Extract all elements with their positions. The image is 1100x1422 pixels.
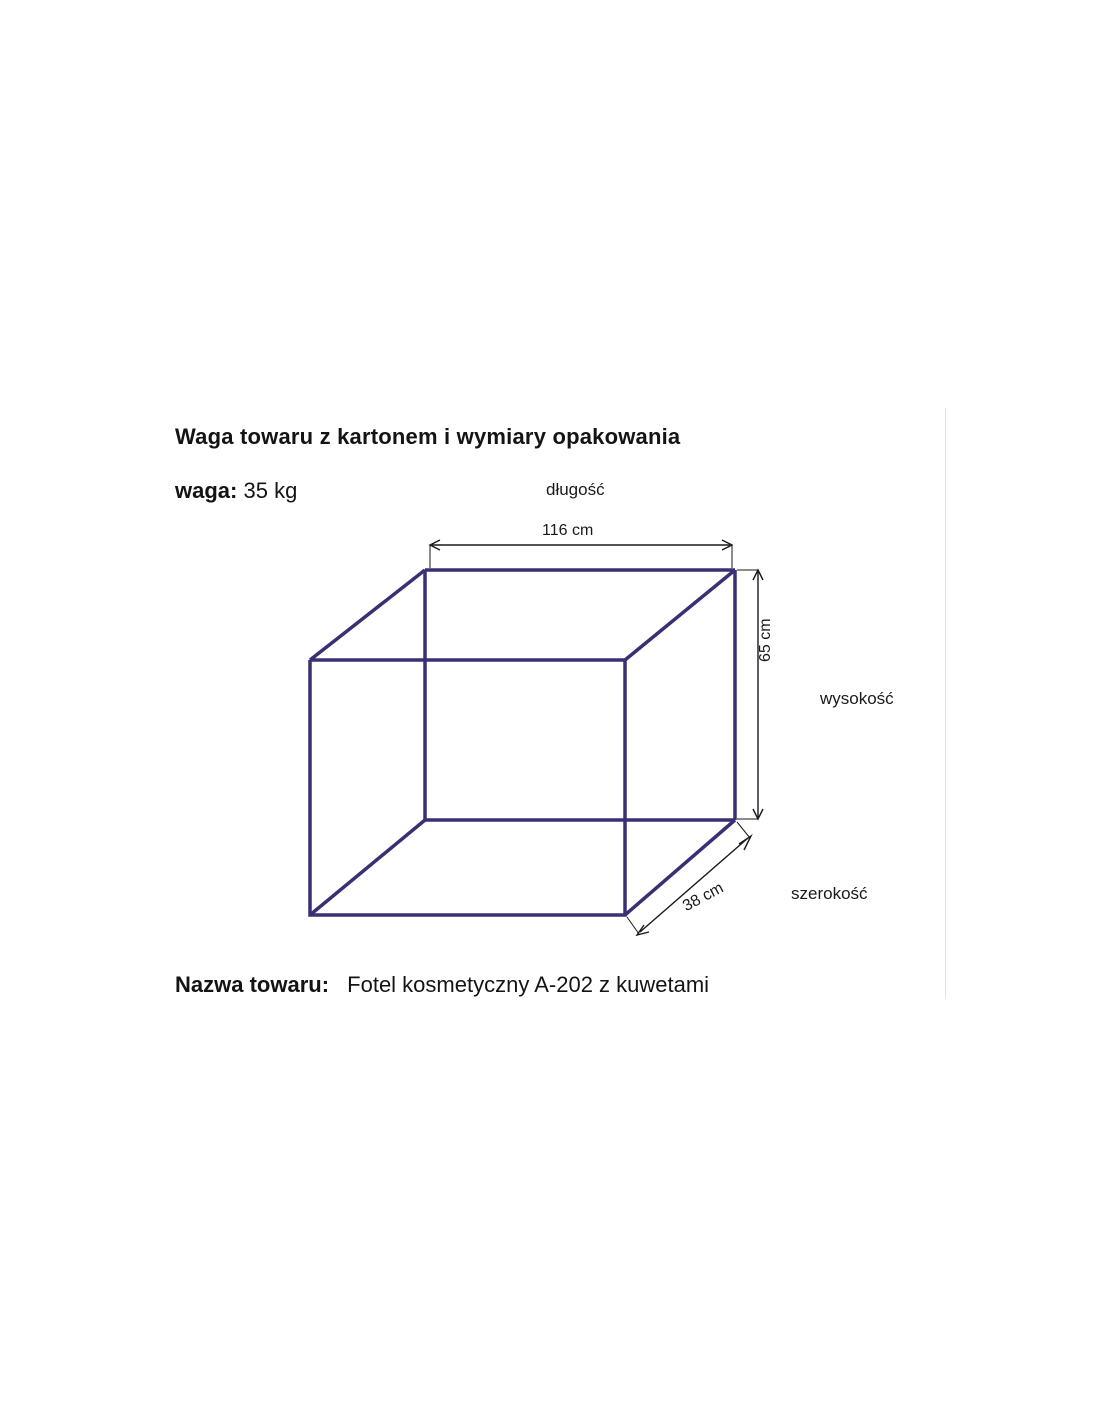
vertical-divider [945, 408, 946, 998]
width-label: szerokość [791, 884, 868, 903]
box-diagonal-top-left [310, 570, 425, 660]
width-dimension [627, 822, 751, 935]
length-label: długość [546, 480, 605, 499]
box-diagonal-bottom-left [310, 820, 425, 915]
height-value: 65 cm [757, 618, 774, 662]
length-value: 116 cm [542, 522, 594, 539]
weight-label: waga: [175, 478, 238, 503]
page-title: Waga towaru z kartonem i wymiary opakowania [175, 424, 681, 449]
box-wireframe [310, 570, 735, 915]
product-name-label: Nazwa towaru: [175, 972, 330, 997]
height-dimension [737, 570, 763, 819]
box-diagram-svg [280, 460, 980, 960]
width-value: 38 cm [680, 879, 727, 916]
box-diagonal-top-right [625, 570, 735, 660]
weight-value: 35 kg [243, 478, 298, 503]
length-dimension [430, 540, 732, 568]
product-name-row [175, 972, 709, 998]
product-name-value: Fotel kosmetyczny A-202 z kuwetami [347, 972, 710, 997]
height-label: wysokość [820, 689, 894, 708]
box-dimension-diagram [280, 460, 980, 960]
weight-row [175, 478, 297, 504]
